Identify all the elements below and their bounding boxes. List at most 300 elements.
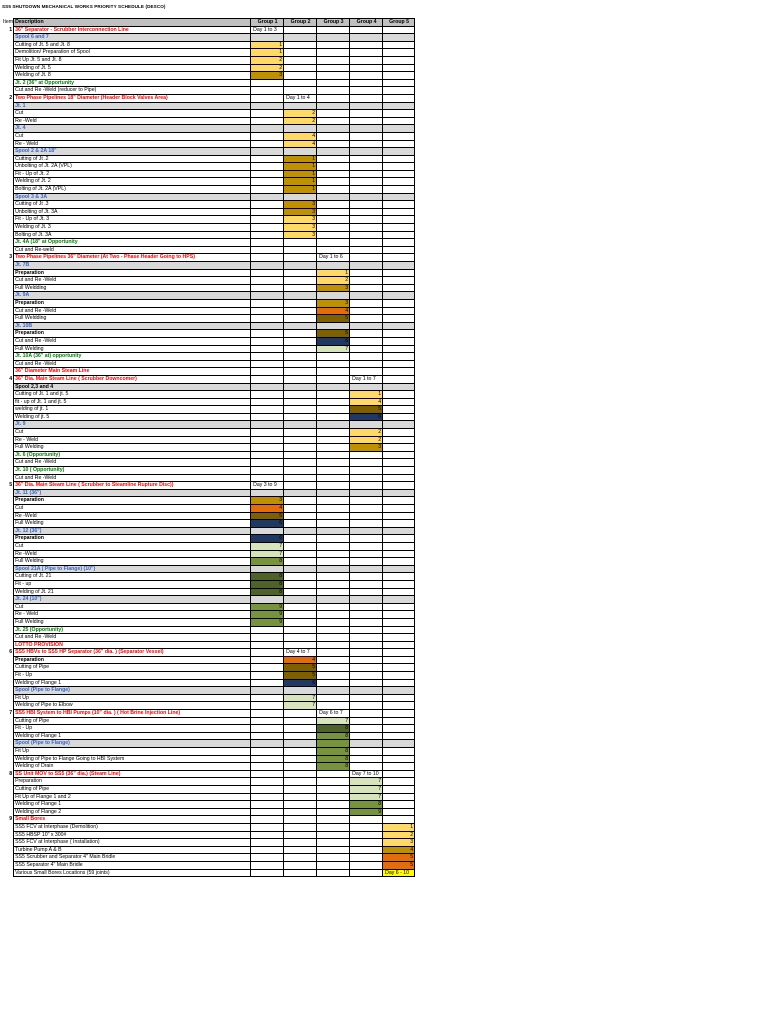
group5-cell bbox=[383, 231, 415, 239]
group3-cell bbox=[317, 201, 350, 209]
group3-cell: 8 bbox=[317, 732, 350, 740]
group4-cell: 1 bbox=[350, 391, 383, 399]
group4-cell: 8 bbox=[350, 801, 383, 809]
group2-cell bbox=[284, 292, 317, 300]
item-number-cell bbox=[2, 436, 14, 444]
description-cell: Unbolting of Jt. 3A bbox=[14, 208, 251, 216]
item-number-cell bbox=[2, 732, 14, 740]
group5-cell bbox=[383, 102, 415, 110]
description-cell: 36" Diameter Main Steam Line bbox=[14, 368, 251, 376]
description-column-header: Description bbox=[14, 19, 251, 27]
table-row bbox=[2, 489, 415, 497]
item-number-cell bbox=[2, 725, 14, 733]
group2-cell bbox=[284, 41, 317, 49]
table-row bbox=[2, 140, 415, 148]
group3-cell bbox=[317, 603, 350, 611]
item-number-cell bbox=[2, 421, 14, 429]
group4-cell bbox=[350, 527, 383, 535]
group4-cell: 3 bbox=[350, 444, 383, 452]
item-number-cell bbox=[2, 337, 14, 345]
group5-cell: 5 bbox=[383, 861, 415, 869]
group5-cell bbox=[383, 588, 415, 596]
group5-cell bbox=[383, 710, 415, 718]
group5-cell bbox=[383, 345, 415, 353]
group5-cell bbox=[383, 307, 415, 315]
table-row bbox=[2, 132, 415, 140]
item-number-cell: 9 bbox=[9, 816, 13, 823]
group5-cell bbox=[383, 527, 415, 535]
group3-cell bbox=[317, 117, 350, 125]
group1-cell bbox=[251, 527, 284, 535]
table-row bbox=[2, 102, 415, 110]
table-row bbox=[2, 459, 415, 467]
group3-cell bbox=[317, 72, 350, 80]
group5-cell bbox=[383, 148, 415, 156]
group3-cell bbox=[317, 186, 350, 194]
group1-cell: 8 bbox=[251, 558, 284, 566]
item-number-cell: 3 bbox=[9, 254, 13, 261]
item-number-cell bbox=[2, 383, 14, 391]
group4-cell: 2 bbox=[350, 436, 383, 444]
group5-cell bbox=[383, 299, 415, 307]
group3-cell bbox=[317, 672, 350, 680]
group1-cell bbox=[251, 140, 284, 148]
item-number-cell: 5 bbox=[9, 482, 13, 489]
group3-cell: 4 bbox=[317, 307, 350, 315]
group4-cell bbox=[350, 360, 383, 368]
group4-cell bbox=[350, 224, 383, 232]
group5-cell bbox=[383, 770, 415, 778]
group5-cell bbox=[383, 383, 415, 391]
item-number-cell bbox=[2, 429, 14, 437]
group4-cell bbox=[350, 299, 383, 307]
group3-cell bbox=[317, 778, 350, 786]
group1-cell bbox=[251, 717, 284, 725]
group2-cell bbox=[284, 436, 317, 444]
group5-cell bbox=[383, 368, 415, 376]
item-number-cell bbox=[2, 550, 14, 558]
group2-cell bbox=[284, 459, 317, 467]
group2-cell bbox=[284, 360, 317, 368]
item-number-cell bbox=[2, 353, 14, 361]
item-number-cell bbox=[2, 56, 14, 64]
item-number-cell: 4 bbox=[9, 375, 13, 382]
group1-cell bbox=[251, 322, 284, 330]
group3-cell bbox=[317, 482, 350, 490]
description-cell: Cut bbox=[14, 132, 251, 140]
description-cell: Cut and Re -Weld bbox=[14, 634, 251, 642]
description-cell: Welding of Flange 2 bbox=[14, 808, 251, 816]
group2-cell: 5 bbox=[284, 672, 317, 680]
table-row bbox=[2, 163, 415, 171]
group3-cell bbox=[317, 823, 350, 831]
description-cell: Cutting of Pipe bbox=[14, 785, 251, 793]
item-number-cell bbox=[2, 558, 14, 566]
table-row bbox=[2, 831, 415, 839]
group1-cell: 6 bbox=[251, 535, 284, 543]
table-row bbox=[2, 649, 415, 657]
description-cell: LOTTO PROVISION bbox=[14, 641, 251, 649]
item-number-cell bbox=[2, 110, 14, 118]
group2-cell bbox=[284, 732, 317, 740]
group4-cell bbox=[350, 26, 383, 34]
item-number-cell bbox=[2, 656, 14, 664]
group3-cell: Day 6 to 7 bbox=[317, 710, 350, 718]
item-number-cell bbox=[2, 588, 14, 596]
table-row bbox=[2, 337, 415, 345]
description-cell: Bolting of Jt. 2A (VPL) bbox=[14, 186, 251, 194]
group5-cell bbox=[383, 429, 415, 437]
priority-schedule-table bbox=[2, 18, 415, 877]
group3-cell: 5 bbox=[317, 315, 350, 323]
group5-cell bbox=[383, 740, 415, 748]
group5-cell bbox=[383, 79, 415, 87]
group4-cell: 6 bbox=[350, 413, 383, 421]
group1-cell bbox=[251, 656, 284, 664]
group5-cell bbox=[383, 694, 415, 702]
group5-cell bbox=[383, 732, 415, 740]
group4-cell bbox=[350, 869, 383, 877]
description-cell: Cutting of Pipe bbox=[14, 717, 251, 725]
item-number-cell bbox=[2, 148, 14, 156]
group4-cell bbox=[350, 155, 383, 163]
group3-cell: 5 bbox=[317, 330, 350, 338]
group3-cell bbox=[317, 292, 350, 300]
table-row bbox=[2, 375, 415, 383]
description-cell: Cut and Re -Weld bbox=[14, 360, 251, 368]
group4-cell bbox=[350, 580, 383, 588]
group2-cell bbox=[284, 816, 317, 824]
table-row bbox=[2, 406, 415, 414]
group2-cell bbox=[284, 444, 317, 452]
group3-cell bbox=[317, 64, 350, 72]
group1-cell: 4 bbox=[251, 505, 284, 513]
group2-cell bbox=[284, 512, 317, 520]
description-cell: SS5 FCV at Interphase ( Installation) bbox=[14, 839, 251, 847]
table-row bbox=[2, 193, 415, 201]
group4-cell bbox=[350, 656, 383, 664]
group5-cell bbox=[383, 717, 415, 725]
group1-cell: 9 bbox=[251, 611, 284, 619]
group4-cell bbox=[350, 694, 383, 702]
group5-cell bbox=[383, 656, 415, 664]
item-number-cell bbox=[2, 634, 14, 642]
table-row bbox=[2, 467, 415, 475]
group2-cell bbox=[284, 755, 317, 763]
table-row bbox=[2, 117, 415, 125]
group2-cell: 1 bbox=[284, 178, 317, 186]
description-cell: Small Bores bbox=[14, 816, 251, 824]
item-number-cell bbox=[2, 307, 14, 315]
group2-cell bbox=[284, 527, 317, 535]
group4-cell bbox=[350, 117, 383, 125]
group5-cell bbox=[383, 421, 415, 429]
group3-cell bbox=[317, 694, 350, 702]
group2-cell bbox=[284, 375, 317, 383]
group2-cell bbox=[284, 580, 317, 588]
group1-cell bbox=[251, 360, 284, 368]
table-row bbox=[2, 527, 415, 535]
group5-cell bbox=[383, 315, 415, 323]
group5-cell bbox=[383, 505, 415, 513]
description-cell: Welding of Jt. 8 bbox=[14, 72, 251, 80]
group5-cell bbox=[383, 26, 415, 34]
group2-cell bbox=[284, 330, 317, 338]
group2-cell bbox=[284, 368, 317, 376]
table-row bbox=[2, 634, 415, 642]
description-cell: Cut and Re -Weld bbox=[14, 459, 251, 467]
group3-cell bbox=[317, 148, 350, 156]
group4-cell bbox=[350, 383, 383, 391]
group4-cell bbox=[350, 512, 383, 520]
table-row bbox=[2, 421, 415, 429]
group3-cell bbox=[317, 429, 350, 437]
group5-cell bbox=[383, 34, 415, 42]
group1-cell bbox=[251, 201, 284, 209]
description-cell: Welding of Drain bbox=[14, 763, 251, 771]
table-row bbox=[2, 656, 415, 664]
item-number-cell bbox=[2, 451, 14, 459]
group3-cell bbox=[317, 451, 350, 459]
group4-cell bbox=[350, 246, 383, 254]
item-number-cell bbox=[2, 49, 14, 57]
item-number-cell bbox=[2, 224, 14, 232]
group4-cell bbox=[350, 421, 383, 429]
group2-cell bbox=[284, 793, 317, 801]
group2-cell bbox=[284, 596, 317, 604]
group3-cell bbox=[317, 687, 350, 695]
description-cell: Jt. 10 ( Opportunity) bbox=[14, 467, 251, 475]
description-cell: Two Phase Pipelines 36" Diameter (At Two - Phase Header Going to HPS) bbox=[14, 254, 251, 262]
group2-cell bbox=[284, 785, 317, 793]
group2-cell bbox=[284, 748, 317, 756]
table-row bbox=[2, 679, 415, 687]
group5-cell bbox=[383, 702, 415, 710]
group4-cell bbox=[350, 854, 383, 862]
description-cell: Preparation bbox=[14, 778, 251, 786]
description-cell: Cut and Re -Weld bbox=[14, 474, 251, 482]
group2-cell bbox=[284, 413, 317, 421]
description-cell: Preparation bbox=[14, 299, 251, 307]
group1-cell bbox=[251, 831, 284, 839]
group5-cell bbox=[383, 201, 415, 209]
group4-cell bbox=[350, 839, 383, 847]
description-cell: Full Welding bbox=[14, 618, 251, 626]
group1-cell: 8 bbox=[251, 573, 284, 581]
description-cell: welding of jt. 1 bbox=[14, 406, 251, 414]
group1-cell bbox=[251, 664, 284, 672]
table-row bbox=[2, 79, 415, 87]
item-number-cell bbox=[2, 34, 14, 42]
group3-cell: 8 bbox=[317, 748, 350, 756]
item-number-cell bbox=[2, 360, 14, 368]
group4-cell bbox=[350, 87, 383, 95]
group5-cell bbox=[383, 87, 415, 95]
table-row bbox=[2, 596, 415, 604]
group1-cell bbox=[251, 155, 284, 163]
group4-cell bbox=[350, 94, 383, 102]
group1-cell: 7 bbox=[251, 542, 284, 550]
group3-column-header: Group 3 bbox=[317, 19, 350, 27]
group2-cell: 7 bbox=[284, 702, 317, 710]
table-row bbox=[2, 34, 415, 42]
group3-cell bbox=[317, 246, 350, 254]
group2-cell: 4 bbox=[284, 140, 317, 148]
group3-cell bbox=[317, 512, 350, 520]
group2-cell bbox=[284, 125, 317, 133]
group4-cell bbox=[350, 315, 383, 323]
group2-cell bbox=[284, 535, 317, 543]
group4-cell bbox=[350, 79, 383, 87]
group5-cell bbox=[383, 353, 415, 361]
group4-cell bbox=[350, 489, 383, 497]
group3-cell bbox=[317, 224, 350, 232]
group3-cell: 2 bbox=[317, 277, 350, 285]
table-row bbox=[2, 125, 415, 133]
group5-cell bbox=[383, 649, 415, 657]
group5-cell bbox=[383, 170, 415, 178]
group2-cell bbox=[284, 262, 317, 270]
description-cell: Jt. 6 (Opportunity) bbox=[14, 451, 251, 459]
item-number-cell bbox=[2, 299, 14, 307]
group3-cell bbox=[317, 535, 350, 543]
group4-cell bbox=[350, 649, 383, 657]
group5-cell bbox=[383, 687, 415, 695]
group4-cell bbox=[350, 330, 383, 338]
group4-cell bbox=[350, 277, 383, 285]
group3-cell bbox=[317, 353, 350, 361]
item-number-cell bbox=[2, 869, 14, 877]
description-cell: Fit - Up of Jt. 2 bbox=[14, 170, 251, 178]
item-number-cell bbox=[2, 694, 14, 702]
description-cell: Fit - Up of Jt. 3 bbox=[14, 216, 251, 224]
item-number-cell bbox=[2, 391, 14, 399]
group4-cell bbox=[350, 208, 383, 216]
description-cell: Jt. 9 bbox=[14, 421, 251, 429]
item-number-cell bbox=[2, 132, 14, 140]
description-cell: Jt. 7B bbox=[14, 262, 251, 270]
group2-cell: 6 bbox=[284, 679, 317, 687]
group4-cell bbox=[350, 269, 383, 277]
table-row bbox=[2, 687, 415, 695]
group2-cell: 5 bbox=[284, 664, 317, 672]
group4-cell bbox=[350, 49, 383, 57]
group3-cell bbox=[317, 542, 350, 550]
group2-cell bbox=[284, 337, 317, 345]
group5-cell bbox=[383, 778, 415, 786]
table-row bbox=[2, 854, 415, 862]
group3-cell bbox=[317, 497, 350, 505]
group1-cell bbox=[251, 748, 284, 756]
group4-cell: 7 bbox=[350, 778, 383, 786]
group2-cell bbox=[284, 846, 317, 854]
group2-cell bbox=[284, 254, 317, 262]
group3-cell bbox=[317, 702, 350, 710]
group5-cell: 4 bbox=[383, 846, 415, 854]
table-row bbox=[2, 201, 415, 209]
description-cell: Re -Weld bbox=[14, 512, 251, 520]
item-number-cell bbox=[2, 527, 14, 535]
description-cell: SS Unit MOV to SS5 (36" dia.) (Steam Line) bbox=[14, 770, 251, 778]
group4-cell bbox=[350, 368, 383, 376]
group4-cell bbox=[350, 231, 383, 239]
group5-cell bbox=[383, 398, 415, 406]
group5-cell bbox=[383, 763, 415, 771]
group5-cell bbox=[383, 193, 415, 201]
group5-cell bbox=[383, 56, 415, 64]
group1-cell bbox=[251, 672, 284, 680]
group3-cell bbox=[317, 421, 350, 429]
group5-cell bbox=[383, 64, 415, 72]
group4-cell bbox=[350, 520, 383, 528]
group1-cell bbox=[251, 375, 284, 383]
group5-cell bbox=[383, 634, 415, 642]
group3-cell bbox=[317, 808, 350, 816]
group5-cell bbox=[383, 322, 415, 330]
group3-cell bbox=[317, 565, 350, 573]
table-row bbox=[2, 535, 415, 543]
group1-cell bbox=[251, 284, 284, 292]
group3-cell bbox=[317, 649, 350, 657]
description-cell: Cut and Re -Weld bbox=[14, 277, 251, 285]
group1-cell bbox=[251, 398, 284, 406]
group2-cell bbox=[284, 626, 317, 634]
group3-cell: 8 bbox=[317, 725, 350, 733]
group1-cell: 2 bbox=[251, 56, 284, 64]
group5-cell bbox=[383, 808, 415, 816]
description-cell: Full Weldding bbox=[14, 284, 251, 292]
group1-cell bbox=[251, 315, 284, 323]
table-row bbox=[2, 269, 415, 277]
item-number-cell bbox=[2, 284, 14, 292]
group5-cell bbox=[383, 725, 415, 733]
group4-cell bbox=[350, 573, 383, 581]
item-number-cell bbox=[2, 102, 14, 110]
group3-cell bbox=[317, 375, 350, 383]
description-cell: 36" Dia. Main Steam Line ( Scrubber Downcomer) bbox=[14, 375, 251, 383]
group1-cell bbox=[251, 94, 284, 102]
group1-cell bbox=[251, 186, 284, 194]
group5-cell bbox=[383, 406, 415, 414]
description-cell: Jt. 1 bbox=[14, 102, 251, 110]
item-number-cell bbox=[2, 459, 14, 467]
table-row bbox=[2, 284, 415, 292]
item-number-cell bbox=[2, 823, 14, 831]
item-number-cell bbox=[2, 117, 14, 125]
group5-cell bbox=[383, 672, 415, 680]
group1-cell bbox=[251, 839, 284, 847]
group2-cell bbox=[284, 398, 317, 406]
group1-cell: Day 3 to 9 bbox=[251, 482, 284, 490]
item-number-cell bbox=[2, 262, 14, 270]
description-cell: Demolition/ Preparation of Spool bbox=[14, 49, 251, 57]
item-number-cell bbox=[2, 277, 14, 285]
group2-cell bbox=[284, 345, 317, 353]
description-cell: SS5 HBI System to HBI Pumps (10" dia. ) ( Hot Brine Injection Line) bbox=[14, 710, 251, 718]
item-number-cell bbox=[2, 542, 14, 550]
group1-cell: 9 bbox=[251, 618, 284, 626]
group1-cell bbox=[251, 778, 284, 786]
description-cell: Jt. 4A (18" at Opportunity bbox=[14, 239, 251, 247]
description-cell: Full Weldding bbox=[14, 315, 251, 323]
description-cell: Cutting of Pipe bbox=[14, 664, 251, 672]
group1-cell bbox=[251, 34, 284, 42]
group2-cell bbox=[284, 79, 317, 87]
group3-cell bbox=[317, 679, 350, 687]
group1-cell bbox=[251, 732, 284, 740]
group5-cell bbox=[383, 641, 415, 649]
group4-cell bbox=[350, 56, 383, 64]
